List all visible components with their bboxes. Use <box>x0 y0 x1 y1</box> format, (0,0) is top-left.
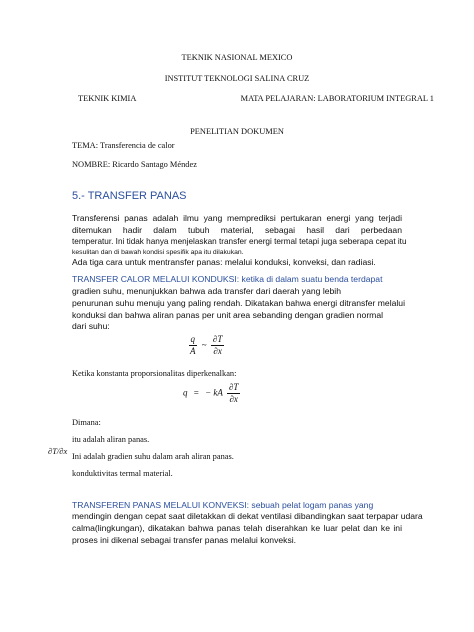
intro-line-1: Transferensi panas adalah ilmu yang memprediksi pertukaran energi yang terjadi <box>72 213 402 223</box>
convection-heading: TRANSFEREN PANAS MELALUI KONVEKSI: sebuah pelat logam panas yang <box>72 500 374 510</box>
formula-fourier-law <box>183 383 240 404</box>
formula2-lhs: q <box>183 387 188 398</box>
formula2-equals: = <box>193 387 199 398</box>
definition-temperature-gradient: Ini adalah gradien suhu dalam arah aliran panas. <box>72 452 234 461</box>
formula1-relation: ~ <box>201 339 207 350</box>
subject: MATA PELAJARAN: LABORATORIUM INTEGRAL 1 <box>240 94 434 103</box>
nombre: NOMBRE: Ricardo Santago Méndez <box>72 160 197 169</box>
section-title: 5.- TRANSFER PANAS <box>72 190 187 202</box>
formula1-q: q <box>190 334 195 344</box>
formula1-rhs-fraction <box>211 335 224 356</box>
formula2-fraction <box>227 383 240 404</box>
dimana-label: Dimana: <box>72 418 101 427</box>
formula2-rhs: − kA <box>205 387 223 398</box>
conduction-line-1: gradien suhu, menunjukkan bahwa ada transfer dari daerah yang lebih <box>72 286 341 296</box>
tema: TEMA: Transferencia de calor <box>72 141 175 150</box>
department: TEKNIK KIMIA <box>78 94 137 103</box>
three-ways: Ada tiga cara untuk mentransfer panas: melalui konduksi, konveksi, dan radiasi. <box>72 257 376 267</box>
formula1-numerator: ∂T <box>212 334 223 344</box>
definition-heat-flow: itu adalah aliran panas. <box>72 435 150 444</box>
intro-line-4: kesulitan dan di bawah kondisi spesifik apa itu dilakukan. <box>72 249 244 256</box>
convection-line-1: mendingin dengan cepat saat diletakkan di dekat ventilasi dibandingkan saat terpapar udara <box>72 511 423 521</box>
constant-text: Ketika konstanta proporsionalitas diperkenalkan: <box>72 369 237 378</box>
intro-line-2: ditemukan hadir dalam tubuh material, sebagai hasil dari perbedaan <box>72 225 402 235</box>
formula-proportional <box>188 335 224 356</box>
formula1-denominator: ∂x <box>213 346 222 356</box>
conduction-line-2: penurunan suhu menuju yang paling rendah. Dikatakan bahwa energi ditransfer melalui <box>72 298 405 308</box>
formula2-numerator: ∂T <box>228 382 239 392</box>
definition-thermal-conductivity: konduktivitas termal material. <box>72 469 173 478</box>
convection-line-2: calma(lingkungan), dikatakan bahwa panas telah diserahkan ke luar pelat dan ke ini <box>72 523 402 533</box>
convection-line-3: proses ini dikenal sebagai transfer panas melalui konveksi. <box>72 535 297 545</box>
document-title: PENELITIAN DOKUMEN <box>190 127 284 136</box>
formula2-denominator: ∂x <box>229 394 238 404</box>
formula1-a: A <box>190 346 196 356</box>
conduction-line-3: konduksi dan bahwa aliran panas per unit area sebanding dengan gradien normal <box>72 310 384 320</box>
formula1-lhs-fraction <box>188 335 198 356</box>
institute-name: INSTITUT TEKNOLOGI SALINA CRUZ <box>164 74 310 83</box>
conduction-line-4: dari suhu: <box>72 321 110 331</box>
conduction-heading: TRANSFER CALOR MELALUI KONDUKSI: ketika di dalam suatu benda terdapat <box>72 274 383 284</box>
temperature-gradient-symbol: ∂T/∂x <box>48 446 68 456</box>
institution-name: TEKNIK NASIONAL MEXICO <box>181 53 293 62</box>
intro-line-3: temperatur. Ini tidak hanya menjelaskan transfer energi termal tetapi juga seberapa cepat itu <box>72 237 407 246</box>
